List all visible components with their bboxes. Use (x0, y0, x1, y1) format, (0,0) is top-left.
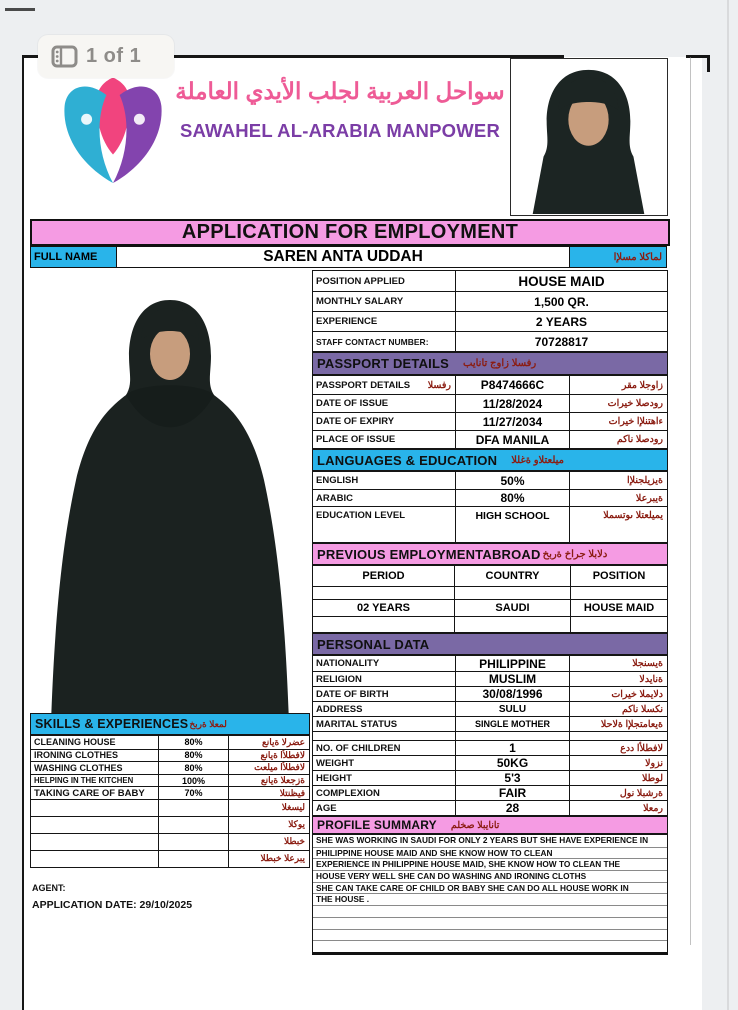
full-name-value: SAREN ANTA UDDAH (116, 247, 569, 267)
table-row (313, 671, 667, 686)
field-value (158, 817, 228, 833)
section-title: SKILLS & EXPERIENCES (35, 717, 189, 731)
profile-summary-line: HOUSE VERY WELL SHE CAN DO WASHING AND IRONING CLOTHS (313, 870, 667, 882)
section-title: PROFILE SUMMARY (317, 818, 437, 832)
application-info-table (312, 270, 668, 352)
previous-employment-section-header (312, 543, 668, 565)
field-value: DFA MANILA (455, 431, 569, 448)
field-label: ENGLISH (316, 475, 359, 486)
table-row (313, 770, 667, 785)
field-label (31, 834, 158, 850)
table-cell (570, 587, 667, 599)
field-value: 80% (158, 762, 228, 774)
field-arabic-label: خبطلا (228, 834, 309, 850)
field-label: DATE OF ISSUE (316, 398, 389, 409)
section-title-arabic: رفسلا زاوج تانايب (463, 358, 537, 369)
field-value: FAIR (455, 786, 569, 800)
field-value: 70% (158, 787, 228, 799)
field-value: 11/27/2034 (455, 413, 569, 430)
field-arabic-label: لافطلأا ةيانع (228, 750, 309, 762)
passport-section-header (312, 352, 668, 375)
profile-summary-line: SHE CAN TAKE CARE OF CHILD OR BABY SHE CAN DO ALL HOUSE WORK IN (313, 882, 667, 894)
field-value (158, 851, 228, 867)
section-title-arabic: لمعلا ةربخ (189, 718, 227, 729)
table-row (31, 774, 309, 787)
table-cell: SAUDI (454, 600, 570, 616)
field-label: DATE OF EXPIRY (316, 416, 395, 427)
field-label (31, 851, 158, 867)
table-row (313, 430, 667, 448)
profile-summary-line: EXPERIENCE IN PHILIPPINE HOUSE MAID, SHE KNOW HOW TO CLEAN THE (313, 858, 667, 870)
table-row (31, 799, 309, 816)
table-row (313, 755, 667, 770)
table-row (313, 506, 667, 542)
table-cell: HOUSE MAID (570, 600, 667, 616)
document-right-border (690, 57, 691, 945)
profile-summary-line: SHE WAS WORKING IN SAUDI FOR ONLY 2 YEARS BUT SHE HAVE EXPERIENCE IN (316, 835, 649, 845)
profile-summary-line (313, 940, 667, 952)
column-header: PERIOD (362, 570, 405, 582)
languages-section-header (312, 449, 668, 471)
field-arabic-label: ةرشبلا نول (569, 786, 667, 800)
applicant-headshot-photo (510, 58, 668, 216)
field-arabic-label: رمعلا (569, 801, 667, 815)
table-row (313, 716, 667, 731)
table-row (313, 271, 667, 291)
table-cell (313, 617, 454, 632)
table-row (313, 785, 667, 800)
field-value: 80% (455, 490, 569, 506)
field-value: 70728817 (455, 332, 667, 351)
agency-logo (58, 74, 168, 192)
field-label: ADDRESS (316, 703, 363, 715)
profile-summary-line: THE HOUSE . (313, 893, 667, 905)
table-row (31, 833, 309, 850)
section-title: PASSPORT DETAILS (317, 356, 450, 371)
field-label: MARITAL STATUS (316, 718, 398, 730)
field-label: NATIONALITY (316, 658, 380, 669)
table-cell (454, 587, 570, 599)
application-date: APPLICATION DATE: 29/10/2025 (32, 899, 193, 911)
full-name-label: FULL NAME (31, 247, 116, 267)
field-label: DATE OF BIRTH (316, 688, 389, 700)
field-label: EDUCATION LEVEL (316, 510, 406, 521)
field-value (158, 800, 228, 816)
section-title-arabic: دلابلا جراخ ةربخ (542, 548, 608, 560)
languages-table (312, 471, 668, 543)
field-label: EXPERIENCE (316, 316, 378, 327)
form-right-column (312, 270, 668, 955)
field-value: 80% (158, 750, 228, 762)
personal-data-table (312, 655, 668, 816)
field-value: P8474666C (455, 376, 569, 394)
field-value: 1 (455, 741, 569, 755)
field-arabic-label: ةيبرعلا (569, 490, 667, 506)
field-arabic-label: ةيعامتجلإا ةلاحلا (569, 717, 667, 731)
field-value (158, 834, 228, 850)
passport-table (312, 375, 668, 449)
field-arabic-label: عضرلا ةيانع (228, 736, 309, 749)
field-arabic-label: ءاهتنلإا خيرات (569, 413, 667, 430)
table-row (313, 291, 667, 311)
field-value: HIGH SCHOOL (455, 507, 569, 542)
section-title-arabic: تانايبلا صخلم (450, 819, 500, 831)
table-cell: 02 YEARS (357, 602, 410, 614)
table-row (313, 586, 667, 599)
profile-summary-text (312, 834, 668, 955)
field-value: HOUSE MAID (455, 271, 667, 291)
table-row (313, 412, 667, 430)
table-row (313, 489, 667, 506)
field-value: 28 (455, 801, 569, 815)
column-header: POSITION (570, 566, 667, 586)
field-label: AGE (316, 802, 337, 814)
field-label: IRONING CLOTHES (34, 750, 119, 761)
field-value: 50KG (455, 756, 569, 770)
viewer-right-edge (727, 0, 729, 1010)
profile-summary-section-header (312, 816, 668, 834)
field-label: HEIGHT (316, 772, 352, 784)
table-row (31, 736, 309, 749)
table-cell (313, 587, 454, 599)
profile-summary-line (313, 905, 667, 917)
field-label: ARABIC (316, 492, 353, 504)
table-row (313, 376, 667, 394)
field-label: HELPING IN THE KITCHEN (34, 776, 134, 786)
field-label: STAFF CONTACT NUMBER: (316, 336, 429, 347)
table-spacer-row (313, 731, 667, 740)
agency-name-english: SAWAHEL AL-ARABIA MANPOWER (179, 120, 501, 141)
field-arabic-label: رودصلا خيرات (569, 395, 667, 412)
viewer-edge-mark (5, 8, 35, 11)
field-arabic-label: ةزجعلا ةيانع (228, 775, 309, 787)
table-cell (569, 732, 667, 740)
field-label: RELIGION (316, 673, 362, 685)
field-value: 80% (158, 736, 228, 749)
personal-data-section-header (312, 633, 668, 655)
field-arabic-label: يوكلا (228, 817, 309, 833)
field-arabic-label: يميلعتلا ىوتسملا (569, 507, 667, 542)
agency-name-arabic: سواحل العربية لجلب الأيدي العاملة (175, 78, 505, 104)
column-header: COUNTRY (454, 566, 570, 586)
field-arabic-label: نكسلا ناكم (569, 702, 667, 716)
table-row (31, 749, 309, 762)
table-row (313, 472, 667, 489)
section-title-arabic: ميلعتلاو ةغللا (511, 454, 565, 466)
field-arabic-label: رودصلا ناكم (569, 431, 667, 448)
field-value: MUSLIM (455, 672, 569, 686)
field-label: COMPLEXION (316, 787, 380, 799)
field-arabic-label: ةيزيلجنلإا (569, 472, 667, 489)
field-value: 50% (455, 472, 569, 489)
field-value: SULU (455, 702, 569, 716)
table-row (31, 786, 309, 799)
section-title: PERSONAL DATA (317, 636, 430, 652)
field-value: 11/28/2024 (455, 395, 569, 412)
profile-summary-line (313, 929, 667, 941)
field-arabic-label: ليسغلا (228, 800, 309, 816)
field-label: WEIGHT (316, 757, 354, 769)
table-row (313, 616, 667, 632)
previous-employment-table (312, 565, 668, 633)
skills-block (30, 713, 310, 868)
table-row (313, 656, 667, 671)
field-value: PHILIPPINE (455, 656, 569, 671)
field-value: 1,500 QR. (455, 292, 667, 311)
profile-summary-line (313, 917, 667, 929)
applicant-fullbody-photo (30, 268, 310, 713)
agent-label: AGENT: (32, 883, 66, 893)
field-label: POSITION APPLIED (316, 275, 405, 287)
form-title: APPLICATION FOR EMPLOYMENT (30, 219, 670, 246)
full-name-row (30, 246, 667, 268)
field-value: 30/08/1996 (455, 687, 569, 701)
table-row (313, 311, 667, 331)
field-label: CLEANING HOUSE (34, 737, 116, 748)
field-arabic-label: لافطلأا ميلعت (228, 762, 309, 774)
document-corner-bracket (707, 55, 710, 72)
pages-icon (51, 45, 78, 68)
table-row (313, 701, 667, 716)
field-arabic-label: لوطلا (569, 771, 667, 785)
field-label: WASHING CLOTHES (34, 762, 123, 773)
table-row (313, 394, 667, 412)
table-header-row (313, 566, 667, 586)
table-row (313, 740, 667, 755)
page-indicator-label: 1 of 1 (86, 45, 142, 67)
table-cell (570, 617, 667, 632)
field-label: MONTHLY SALARY (316, 296, 404, 307)
table-row (313, 599, 667, 616)
table-row (31, 761, 309, 774)
full-name-arabic-label: لماكلا مسلإا (569, 247, 666, 267)
field-value: 2 YEARS (455, 312, 667, 331)
table-row (31, 816, 309, 833)
table-cell (454, 617, 570, 632)
field-arabic-label: زاوجلا مقر (569, 376, 667, 394)
field-value: SINGLE MOTHER (455, 717, 569, 731)
table-cell (313, 732, 455, 740)
field-value: 100% (158, 775, 228, 787)
field-label (31, 817, 158, 833)
profile-summary-line: PHILIPPINE HOUSE MAID AND SHE KNOW HOW TO CLEAN (313, 847, 667, 859)
section-title: LANGUAGES & EDUCATION (317, 452, 498, 468)
field-label: PASSPORT DETAILS رفسلا (313, 376, 455, 394)
field-label (31, 800, 158, 816)
skills-table (30, 735, 310, 868)
field-value: 5'3 (455, 771, 569, 785)
skills-section-header (30, 713, 310, 735)
field-arabic-label: ةنايدلا (569, 672, 667, 686)
field-label: PLACE OF ISSUE (316, 434, 396, 445)
field-arabic-label: ةيسنجلا (569, 656, 667, 671)
table-row (31, 850, 309, 867)
field-arabic-label: نزولا (569, 756, 667, 770)
table-row (313, 686, 667, 701)
table-cell (455, 732, 569, 740)
field-label: NO. OF CHILDREN (316, 742, 401, 754)
field-arabic-label: لافطلأا ددع (569, 741, 667, 755)
field-label-arabic: رفسلا (427, 379, 451, 391)
field-arabic-label: دلايملا خيرات (569, 687, 667, 701)
page-indicator-pill[interactable] (38, 35, 174, 78)
field-arabic-label: فيظنتلا (228, 787, 309, 799)
section-title: PREVIOUS EMPLOYMENTABROAD (317, 546, 541, 562)
field-arabic-label: يبرعلا خبطلا (228, 851, 309, 867)
table-row (313, 800, 667, 815)
field-label: TAKING CARE OF BABY (34, 787, 145, 799)
table-row (313, 331, 667, 351)
